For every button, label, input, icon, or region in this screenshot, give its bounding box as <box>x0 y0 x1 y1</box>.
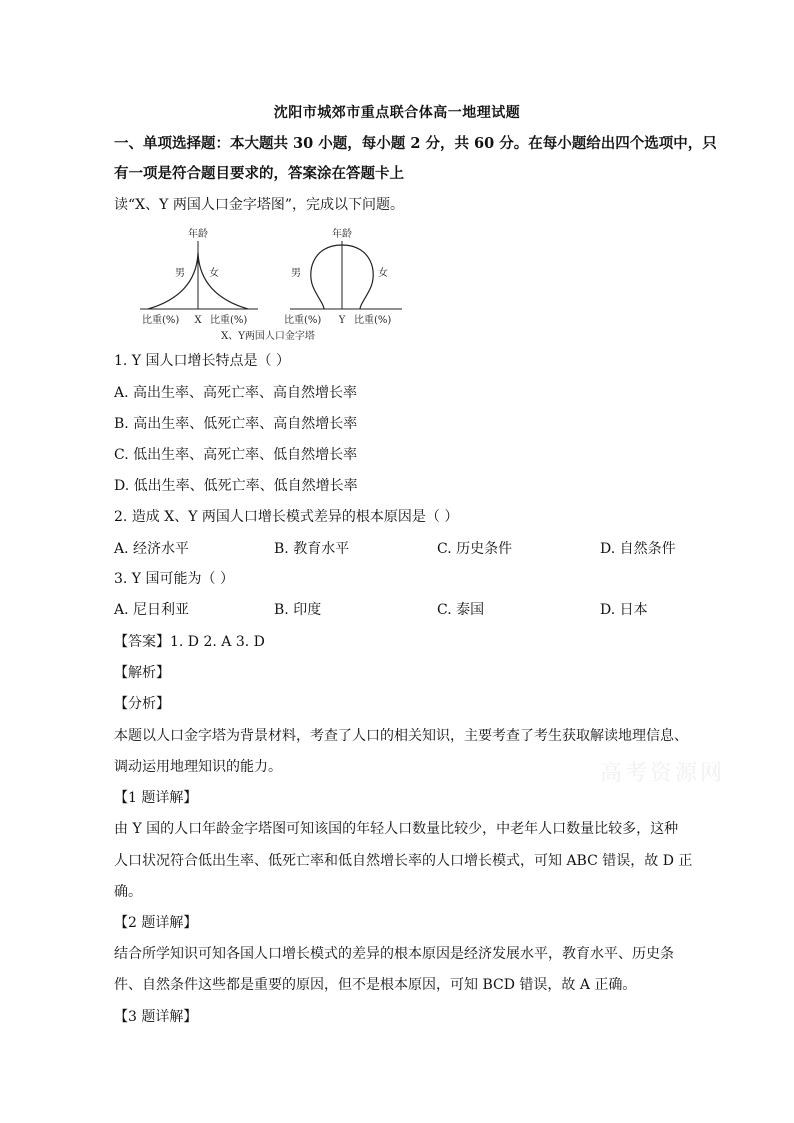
y-female-curve <box>342 245 373 309</box>
x-axis-left-label: 比重(%) <box>142 315 180 326</box>
question-2-option-b: B. 教育水平 <box>274 541 350 557</box>
y-male-label: 男 <box>291 268 301 279</box>
detail-3-heading: 【3 题详解】 <box>114 1009 198 1025</box>
detail-1-heading: 【1 题详解】 <box>114 790 198 806</box>
detail-2-line-2: 件、自然条件这些都是重要的原因，但不是根本原因，可知 BCD 错误，故 A 正确。 <box>114 977 637 993</box>
y-axis-left-label: 比重(%) <box>284 315 322 326</box>
question-1-option-b: B. 高出生率、低死亡率、高自然增长率 <box>114 416 358 432</box>
x-male-curve <box>148 253 198 309</box>
detail-1-line-2: 人口状况符合低出生率、低死亡率和低自然增长率的人口增长模式，可知 ABC 错误，故 D 正 <box>114 853 693 869</box>
section-heading-line-2: 有一项是符合题目要求的，答案涂在答题卡上 <box>114 165 404 182</box>
question-1-option-c: C. 低出生率、高死亡率、低自然增长率 <box>114 447 358 463</box>
y-age-label: 年龄 <box>332 229 352 240</box>
question-2-option-c: C. 历史条件 <box>437 541 513 557</box>
y-male-curve <box>311 245 342 309</box>
answer-line: 【答案】1. D 2. A 3. D <box>114 634 265 650</box>
population-pyramid-figure <box>140 225 410 345</box>
question-2-stem: 2. 造成 X、Y 两国人口增长模式差异的根本原因是（ ） <box>114 509 459 525</box>
question-3-option-a: A. 尼日利亚 <box>114 602 190 618</box>
detail-1-line-1: 由 Y 国的人口年龄金字塔图可知该国的年轻人口数量比较少，中老年人口数量比较多，这种 <box>114 821 679 837</box>
figure-intro: 读“X、Y 两国人口金字塔图”，完成以下问题。 <box>114 197 404 213</box>
question-3-option-c: C. 泰国 <box>437 602 485 618</box>
x-female-label: 女 <box>209 268 219 279</box>
y-letter: Y <box>338 315 346 326</box>
question-3-option-b: B. 印度 <box>274 602 322 618</box>
figure-caption: X、Y两国人口金字塔 <box>221 331 315 342</box>
detail-1-line-3: 确。 <box>114 884 142 900</box>
analysis-heading: 【解析】 <box>114 665 170 681</box>
detail-2-line-1: 结合所学知识可知各国人口增长模式的差异的根本原因是经济发展水平，教育水平、历史条 <box>114 946 674 962</box>
section-heading-line-1: 一、单项选择题：本大题共 30 小题，每小题 2 分，共 60 分。在每小题给出四个选项中，只 <box>114 135 717 152</box>
page-title: 沈阳市城郊市重点联合体高一地理试题 <box>273 105 521 121</box>
x-letter: X <box>194 315 202 326</box>
x-axis-right-label: 比重(%) <box>210 315 248 326</box>
question-2-option-a: A. 经济水平 <box>114 541 190 557</box>
question-3-stem: 3. Y 国可能为（ ） <box>114 571 234 587</box>
analysis-text-line-1: 本题以人口金字塔为背景材料，考查了人口的相关知识，主要考查了考生获取解读地理信息、 <box>114 728 688 744</box>
question-1-option-a: A. 高出生率、高死亡率、高自然增长率 <box>114 385 358 401</box>
x-male-label: 男 <box>175 268 185 279</box>
detail-2-heading: 【2 题详解】 <box>114 915 198 931</box>
analysis-subheading: 【分析】 <box>114 696 170 712</box>
question-1-stem: 1. Y 国人口增长特点是（ ） <box>114 353 290 369</box>
question-1-option-d: D. 低出生率、低死亡率、低自然增长率 <box>114 478 358 494</box>
y-female-label: 女 <box>378 268 388 279</box>
x-age-label: 年龄 <box>188 229 208 240</box>
x-female-curve <box>198 253 248 309</box>
question-2-option-d: D. 自然条件 <box>600 541 676 557</box>
watermark: 高考资源网 <box>600 761 726 786</box>
analysis-text-line-2: 调动运用地理知识的能力。 <box>114 759 282 775</box>
y-axis-right-label: 比重(%) <box>354 315 392 326</box>
question-3-option-d: D. 日本 <box>600 602 648 618</box>
